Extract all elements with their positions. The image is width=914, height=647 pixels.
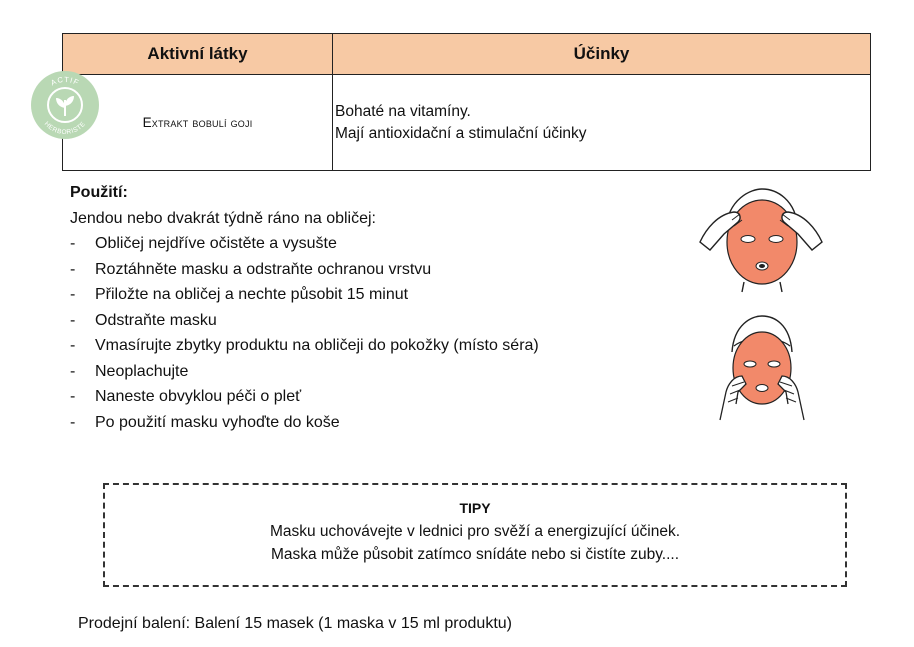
active-ingredients-table xyxy=(62,33,871,171)
effect-line: Bohaté na vitamíny. xyxy=(335,102,471,120)
tips-title: TIPY xyxy=(459,500,491,516)
mask-massage-illustration xyxy=(712,312,812,422)
usage-intro: Jendou nebo dvakrát týdně ráno na obličej: xyxy=(70,209,376,227)
list-item: - Roztáhněte masku a odstraňte ochranou vrstvu xyxy=(70,260,432,278)
mask-application-illustration xyxy=(696,184,826,294)
tips-line: Masku uchovávejte v lednici pro svěží a energizující účinek. xyxy=(269,523,681,540)
header-effects: Účinky xyxy=(333,34,871,75)
list-item: - Naneste obvyklou péči o pleť xyxy=(70,388,302,405)
tips-box xyxy=(103,483,847,587)
header-active-ingredients: Aktivní látky xyxy=(63,34,333,75)
list-item: - Přiložte na obličej a nechte působit 15 minut xyxy=(70,286,409,303)
usage-title: Použití: xyxy=(70,184,128,201)
svg-text:HERBORISTE: HERBORISTE xyxy=(42,120,88,137)
table-row xyxy=(63,75,871,171)
list-item: - Odstraňte masku xyxy=(70,311,217,329)
table-header-row xyxy=(63,34,871,75)
svg-text:ACTIF: ACTIF xyxy=(49,74,81,88)
effects-cell xyxy=(333,75,871,171)
list-item: - Po použití masku vyhoďte do koše xyxy=(70,413,340,431)
effect-line: Mají antioxidační a stimulační účinky xyxy=(335,124,587,142)
list-item: - Neoplachujte xyxy=(70,362,189,380)
list-item: - Vmasírujte zbytky produktu na obličeji do pokožky (místo séra) xyxy=(70,337,539,354)
ingredient-cell: Extrakt bobulí goji xyxy=(63,75,333,171)
usage-section xyxy=(70,180,539,435)
packaging-info: Prodejní balení: Balení 15 masek (1 maska v 15 ml produktu) xyxy=(78,615,512,632)
list-item: - Obličej nejdříve očistěte a vysušte xyxy=(70,235,337,252)
tips-line: Maska může působit zatímco snídáte nebo si čistíte zuby.... xyxy=(270,546,680,563)
actif-herboriste-logo xyxy=(30,70,100,140)
usage-steps xyxy=(70,231,539,435)
